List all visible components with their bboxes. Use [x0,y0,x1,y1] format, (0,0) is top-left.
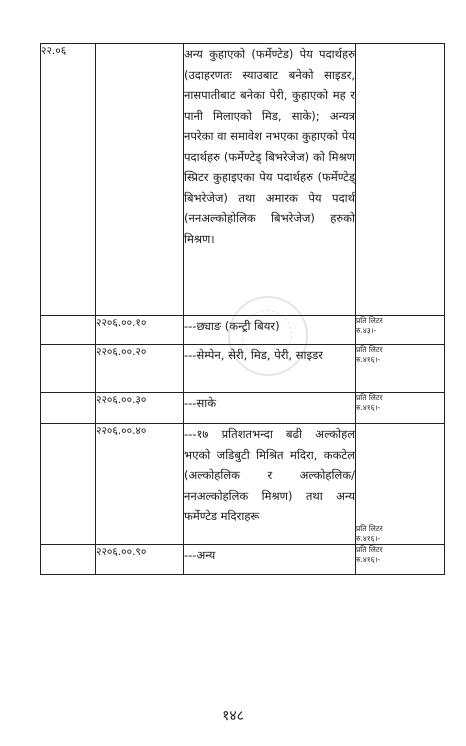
code-cell [41,345,96,393]
rate-unit: प्रति लिटर [356,345,383,354]
row-description: ---छ्याङ (कन्ट्री बियर) [184,316,356,345]
rate-value: रु.४१६।- [356,355,381,364]
row-description: ---सेम्पेन, सेरी, मिड, पेरी, साइडर [184,345,356,393]
rate-value: रु.४१६।- [356,403,381,412]
heading-code: २२.०६ [41,44,96,316]
rate-cell [356,424,445,545]
hs-code: २२०६.००.४० [96,424,184,545]
heading-description: अन्य कुहाएको (फर्मेण्टेड) पेय पदार्थहरु (उदाहरणतः स्याउबाट बनेको साइडर, नासपातीबाट बनेका पेरी, कुहाएको मह र पानी मिलाएको मिड, साके); अन्यत्र नपरेका वा समावेश नभएका कुहाएको पेय पदार्थहरु (फर्मेण्टेड् बिभरेजेज) को मिश्रण स्प्रिटर कुहाइएका पेय पदार्थहरु (फर्मेण्टेड् बिभरेजेज) तथा अमारक पेय पदार्थ (ननअल्कोहोलिक बिभरेजेज) हरुको मिश्रण। [184,44,356,316]
rate-value: रु.४१६।- [356,555,381,564]
page-number: १४८ [222,708,244,724]
table-row [41,316,445,345]
heading-row [41,44,445,316]
rate-cell [356,545,445,575]
code-cell [41,545,96,575]
heading-rate-cell [356,44,445,316]
hs-code: २२०६.००.९० [96,545,184,575]
tariff-table [40,43,445,575]
rate-unit: प्रति लिटर [356,316,383,325]
rate-unit: प्रति लिटर [356,545,383,554]
hs-code: २२०६.००.३० [96,393,184,424]
row-description: ---साके [184,393,356,424]
rate-value: रु.४३।- [356,326,377,335]
rate-cell [356,316,445,345]
table-row [41,345,445,393]
code-cell [41,393,96,424]
code-cell [41,424,96,545]
rate-cell [356,393,445,424]
table-row [41,424,445,545]
rate-unit: प्रति लिटर [356,393,383,402]
hs-code: २२०६.००.२० [96,345,184,393]
rate-value: रु.४१६।- [356,534,381,543]
heading-hs-cell [96,44,184,316]
row-description: ---१७ प्रतिशतभन्दा बढी अल्कोहल भएको जडिबुटी मिश्रित मदिरा, ककटेल (अल्कोहलिक र अल्कोहलिक/ननअल्कोहलिक मिश्रण) तथा अन्य फर्मेण्टेड मदिराहरू [184,424,356,545]
rate-unit: प्रति लिटर [356,524,383,533]
hs-code: २२०६.००.१० [96,316,184,345]
row-description: ---अन्य [184,545,356,575]
table-row [41,393,445,424]
table-row [41,545,445,575]
code-cell [41,316,96,345]
rate-cell [356,345,445,393]
